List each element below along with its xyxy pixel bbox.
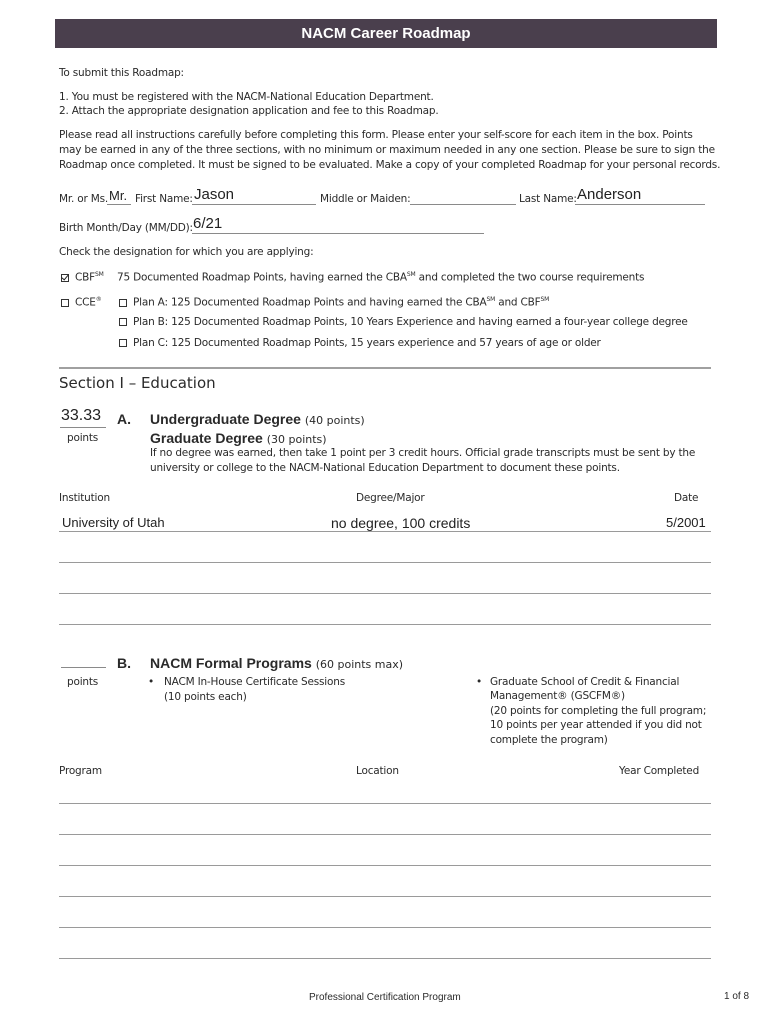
formal-programs-title: NACM Formal Programs [150, 655, 312, 671]
instructions-line-3: Roadmap once completed. It must be signed to be evaluated. Make a copy of your completed Roadmap for your personal records. [59, 159, 721, 171]
formal-programs-points: (60 points max) [315, 658, 404, 671]
page-number: 1 of 8 [724, 991, 750, 1002]
instructions-line-2: may be earned in any of the three sections, with no minimum or maximum needed in any one section. Please be sure to sign the [59, 144, 715, 156]
part-a-letter: A. [117, 411, 131, 427]
cbf-option[interactable] [61, 268, 104, 285]
education-line-4[interactable] [59, 624, 711, 625]
col-year-completed: Year Completed [619, 765, 700, 777]
cbf-sup: SM [94, 271, 104, 278]
cbf-text-b: and completed the two course requirements [415, 271, 645, 284]
bullet-2-note-2: 10 points per year attended if you did not [490, 719, 702, 731]
score-a-value: 33.33 [61, 407, 102, 424]
education-line-1[interactable] [59, 531, 711, 532]
bullet-2-note-3: complete the program) [490, 734, 608, 746]
part-a-note-1: If no degree was earned, then take 1 point per 3 credit hours. Official grade transcripts must be sent by the [150, 447, 696, 459]
program-line-1[interactable] [59, 803, 711, 804]
grad-points: (30 points) [266, 433, 327, 446]
part-a-heading-1 [150, 411, 365, 427]
part-a-heading-2 [150, 430, 327, 446]
birth-field[interactable] [192, 215, 484, 234]
cce-checkbox[interactable] [61, 299, 69, 307]
section-divider [59, 367, 711, 369]
cce-option[interactable] [61, 293, 102, 310]
plan-b-checkbox[interactable] [119, 318, 127, 326]
cbf-checkbox[interactable] [61, 274, 69, 282]
instructions-line-1: Please read all instructions carefully before completing this form. Please enter your self-score for each item in the box. Points [59, 129, 693, 141]
designation-prompt: Check the designation for which you are applying: [59, 246, 314, 258]
bullet-1-title: NACM In-House Certificate Sessions [164, 676, 345, 688]
plan-a-checkbox[interactable] [119, 299, 127, 307]
birth-label: Birth Month/Day (MM/DD): [59, 222, 193, 234]
score-a-points-label: points [67, 432, 99, 444]
bullet-2-note-1: (20 points for completing the full program; [490, 705, 707, 717]
score-b-field[interactable] [61, 651, 106, 668]
cbf-requirement [117, 268, 644, 285]
plan-a-sup-2: SM [540, 296, 550, 303]
bullet-2-title-2: Management® (GSCFM®) [490, 690, 625, 702]
last-name-label: Last Name: [519, 193, 577, 205]
col-location: Location [356, 765, 399, 777]
grad-title: Graduate Degree [150, 430, 263, 446]
cce-label: CCE [75, 296, 96, 309]
first-name-label: First Name: [135, 193, 193, 205]
program-line-5[interactable] [59, 927, 711, 928]
col-institution: Institution [59, 492, 110, 504]
plan-c-option[interactable] [119, 336, 601, 350]
last-name-field[interactable] [575, 186, 705, 205]
plan-a-option[interactable] [119, 293, 549, 310]
cbf-text-a: 75 Documented Roadmap Points, having earned the CBA [117, 271, 407, 284]
plan-a-text-a: Plan A: 125 Documented Roadmap Points and having earned the CBA [133, 296, 487, 309]
program-line-6[interactable] [59, 958, 711, 959]
row-institution[interactable]: University of Utah [62, 515, 165, 530]
row-degree[interactable]: no degree, 100 credits [331, 515, 471, 531]
middle-name-label: Middle or Maiden: [320, 193, 411, 205]
plan-a-sup-1: SM [486, 296, 496, 303]
plan-b-option[interactable] [119, 315, 688, 329]
undergrad-title: Undergraduate Degree [150, 411, 301, 427]
plan-b-text: Plan B: 125 Documented Roadmap Points, 10 Years Experience and having earned a four-year college degree [133, 316, 688, 328]
birth-value: 6/21 [193, 215, 223, 232]
col-date: Date [674, 492, 699, 504]
bullet-1-marker: • [148, 676, 154, 688]
part-a-note-2: university or college to the NACM-National Education Department to document these points. [150, 462, 620, 474]
section-1-title: Section I – Education [59, 374, 216, 392]
score-b-points-label: points [67, 676, 99, 688]
program-line-2[interactable] [59, 834, 711, 835]
program-line-3[interactable] [59, 865, 711, 866]
cce-sup: ® [95, 296, 102, 303]
education-line-3[interactable] [59, 593, 711, 594]
plan-c-checkbox[interactable] [119, 339, 127, 347]
program-line-4[interactable] [59, 896, 711, 897]
row-date[interactable]: 5/2001 [666, 515, 706, 530]
bullet-2-title-1: Graduate School of Credit & Financial [490, 676, 680, 688]
title-value: Mr. [109, 188, 128, 203]
page-title: NACM Career Roadmap [55, 19, 717, 48]
instruction-item-2: 2. Attach the appropriate designation application and fee to this Roadmap. [59, 105, 439, 117]
middle-name-field[interactable] [410, 186, 516, 205]
title-field[interactable] [107, 188, 131, 205]
bullet-2-marker: • [476, 676, 482, 688]
plan-a-text-b: and CBF [495, 296, 541, 309]
cbf-label: CBF [75, 271, 95, 284]
plan-c-text: Plan C: 125 Documented Roadmap Points, 15 years experience and 57 years of age or older [133, 337, 601, 349]
cbf-text-sup: SM [406, 271, 416, 278]
submit-label: To submit this Roadmap: [59, 67, 184, 79]
part-b-letter: B. [117, 655, 131, 671]
score-a-field[interactable] [60, 407, 106, 428]
instruction-item-1: 1. You must be registered with the NACM-National Education Department. [59, 91, 434, 103]
last-name-value: Anderson [577, 186, 642, 203]
col-program: Program [59, 765, 102, 777]
undergrad-points: (40 points) [304, 414, 365, 427]
education-line-2[interactable] [59, 562, 711, 563]
first-name-field[interactable] [192, 186, 316, 205]
title-label: Mr. or Ms. [59, 193, 109, 205]
first-name-value: Jason [194, 186, 235, 203]
bullet-1-note: (10 points each) [164, 691, 247, 703]
col-degree: Degree/Major [356, 492, 425, 504]
footer-program-name: Professional Certification Program [309, 992, 461, 1003]
part-b-heading [150, 655, 403, 671]
